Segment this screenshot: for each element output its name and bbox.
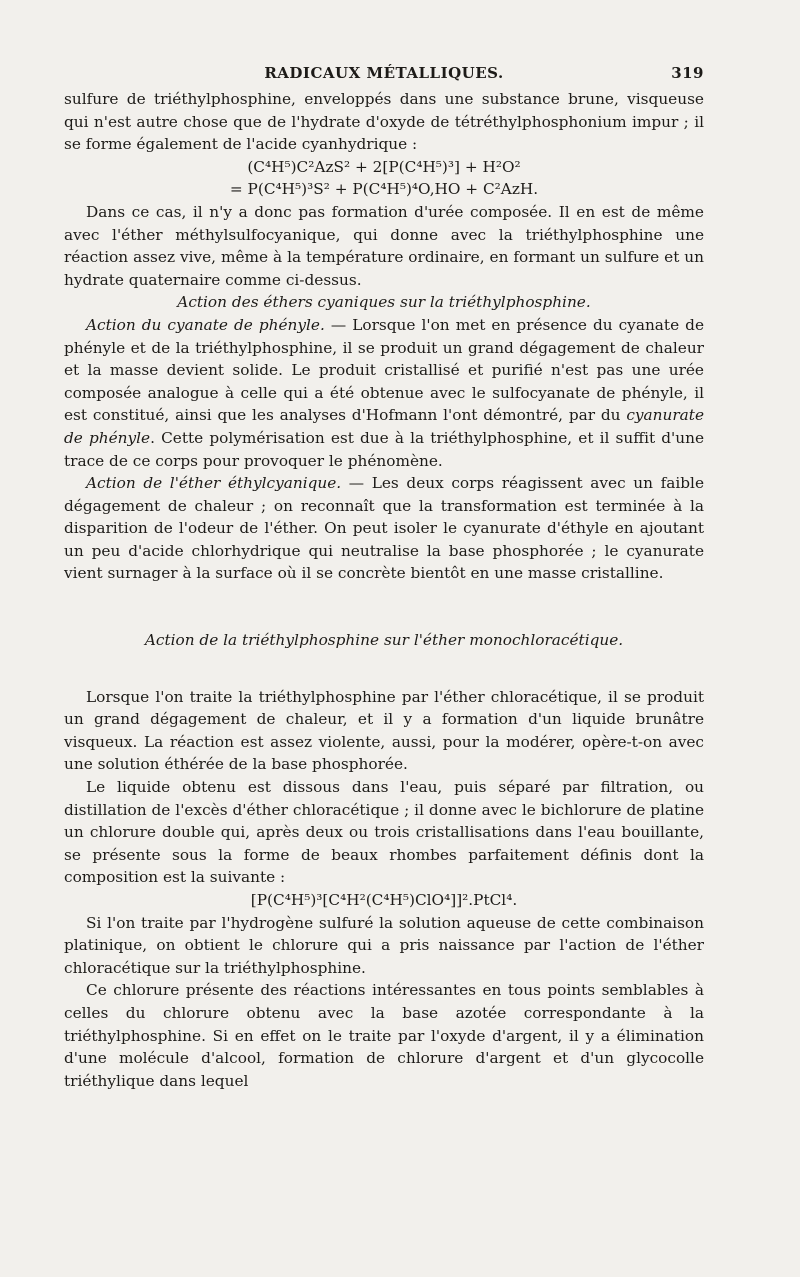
paragraph-4-text: — Les deux corps réagissent avec un faible dégagement de chaleur ; on reconnaît que la transformation est terminée à la disparition de l'odeur de l'éther. On peut isoler le cyanurate d'éthyle en ajoutant un peu d'acide chlorhydrique qui neutralise la base phosphorée ; le cyanurate vient surnager à la surface où il se concrète bientôt en une masse cristalline. bbox=[64, 474, 704, 583]
paragraph-5: Lorsque l'on traite la triéthylphosphine par l'éther chloracétique, il se produit un grand dégagement de chaleur, et il y a formation d'un liquide brunâtre visqueux. La réaction est assez violente, aussi, pour la modérer, opère-t-on avec une solution éthérée de la base phosphorée. bbox=[64, 687, 704, 774]
section-heading-2: Action de la triéthylphosphine sur l'éther monochloracétique. bbox=[144, 631, 624, 650]
paragraph-4 bbox=[64, 472, 704, 585]
paragraph-3-text: — Lorsque l'on met en présence du cyanate de phényle et de la triéthylphosphine, il se produit un grand dégagement de chaleur et la masse devient solide. Le produit cristallisé et purifié n'est pas une urée composée analogue à celle qui a été obtenue avec le sulfocyanate de phényle, il est constitué, ainsi que les analyses d'Hofmann l'ont démontré, par du bbox=[64, 315, 705, 425]
paragraph-7: Si l'on traite par l'hydrogène sulfuré la solution aqueuse de cette combinaison platinique, on obtient le chlorure qui a pris naissance par l'action de l'éther chloracétique sur la triéthylphosphine. bbox=[64, 913, 704, 977]
paragraph-3-tail: . Cette polymérisation est due à la triéthylphosphine, et il suffit d'une trace de ce corps pour provoquer le phénomène. bbox=[64, 428, 704, 470]
running-header-title: RADICAUX MÉTALLIQUES. bbox=[264, 64, 504, 82]
formula-2: [P(C⁴H⁵)³[C⁴H²(C⁴H⁵)ClO⁴]]².PtCl⁴. bbox=[250, 891, 518, 909]
formula-1-line-2: = P(C⁴H⁵)³S² + P(C⁴H⁵)⁴O,HO + C²AzH. bbox=[229, 180, 539, 199]
section-heading-1: Action des éthers cyaniques sur la triéthylphosphine. bbox=[177, 293, 591, 312]
formula-1-line-1: (C⁴H⁵)C²AzS² + 2[P(C⁴H⁵)³] + H²O² bbox=[247, 157, 521, 176]
paragraph-1: sulfure de triéthylphosphine, enveloppés dans une substance brune, visqueuse qui n'est autre chose que de l'hydrate d'oxyde de tétréthylphosphonium impur ; il se forme également de l'acide cyanhydrique : bbox=[64, 90, 704, 154]
page-number: 319 bbox=[671, 64, 704, 82]
body-text bbox=[64, 88, 704, 1092]
paragraph-4-lead: Action de l'éther éthylcyanique. bbox=[86, 474, 342, 493]
running-header bbox=[64, 60, 704, 88]
paragraph-3-italic: cyanurate de phényle bbox=[64, 406, 704, 447]
paragraph-3-lead: Action du cyanate de phényle. bbox=[86, 315, 325, 334]
paragraph-8: Ce chlorure présente des réactions intéressantes en tous points semblables à celles du chlorure obtenu avec la base azotée correspondante à la triéthylphosphine. Si en effet on le traite par l'oxyde d'argent, il y a élimination d'une molécule d'alcool, formation de chlorure d'argent et d'un glycocolle triéthylique dans lequel bbox=[64, 981, 704, 1090]
paragraph-6: Le liquide obtenu est dissous dans l'eau, puis séparé par filtration, ou distillation de l'excès d'éther chloracétique ; il donne avec le bichlorure de platine un chlorure double qui, après deux ou trois cristallisations dans l'eau bouillante, se présente sous la forme de beaux rhombes parfaitement définis dont la composition est la suivante : bbox=[64, 778, 704, 887]
paragraph-2: Dans ce cas, il n'y a donc pas formation d'urée composée. Il en est de même avec l'éther méthylsulfocyanique, qui donne avec la triéthylphosphine une réaction assez vive, même à la température ordinaire, en formant un sulfure et un hydrate quaternaire comme ci-dessus. bbox=[64, 202, 704, 289]
paragraph-3 bbox=[64, 314, 704, 472]
